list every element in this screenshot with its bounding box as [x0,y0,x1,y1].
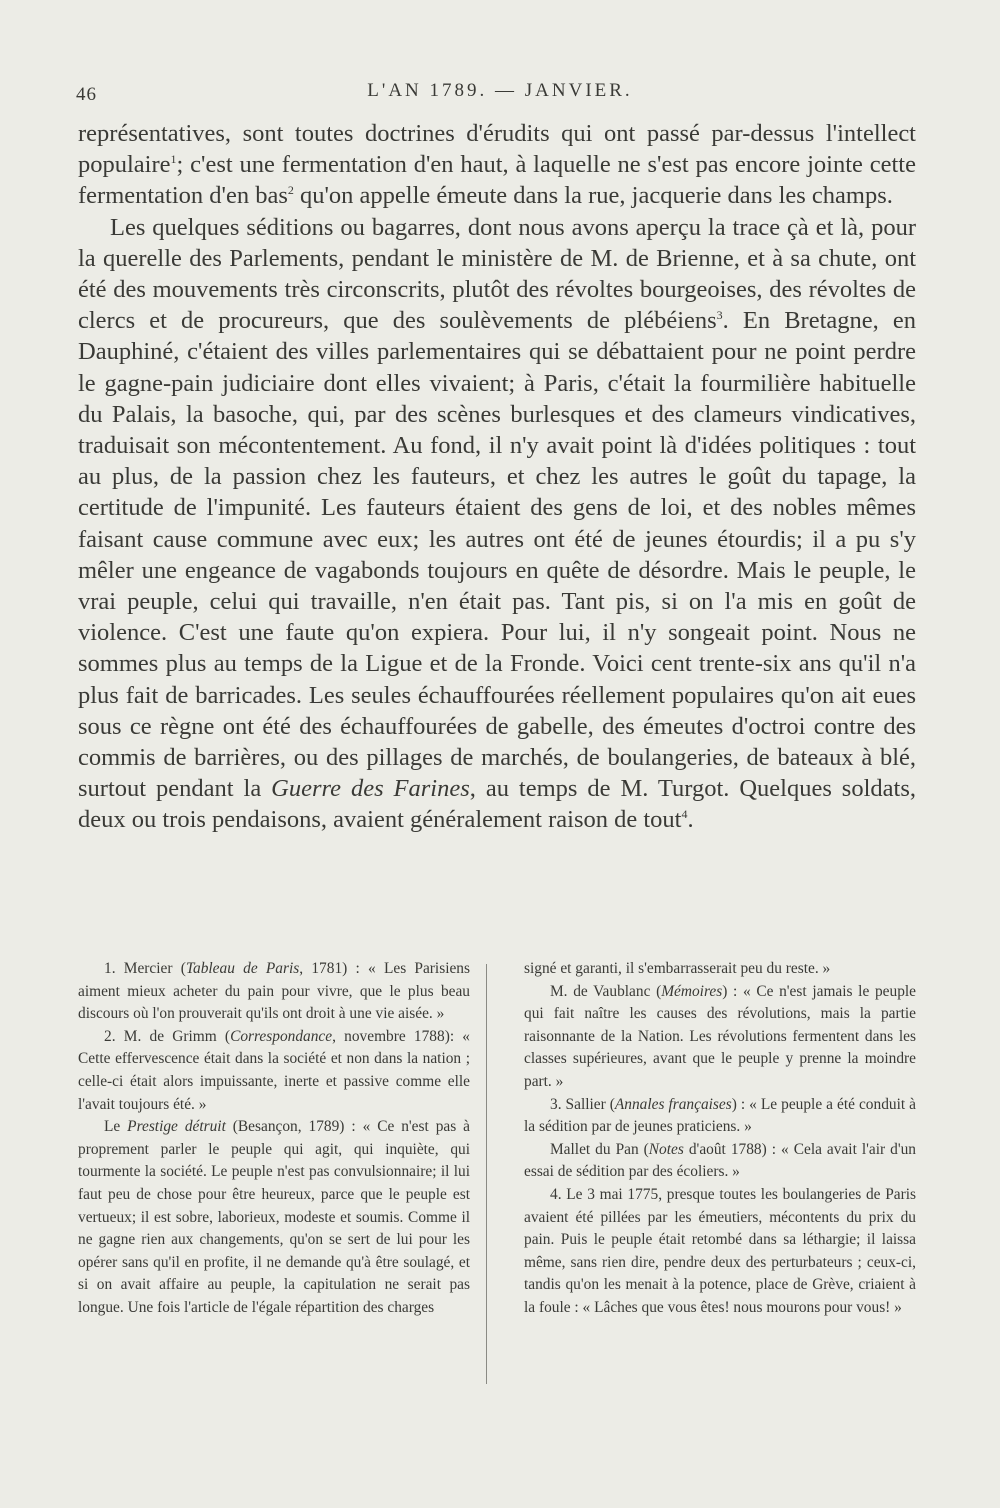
text-run: . En Bretagne, en Dauphiné, c'étaient des villes parlementaires qui se débattaient pour ne point perdre le gagne-pain judiciaire dont elles vivaient; à Paris, c'était la fourmilière habituelle du Palais, la basoche, qui, par des scènes burlesques et des clameurs vindicatives, traduisait son mécontentement. Au fond, il n'y avait point là d'idées politiques : tout au plus, de la passion chez les fauteurs, et chez les autres le goût du tapage, la certitude de l'impunité. Les fauteurs étaient des gens de loi, et des nobles mêmes faisant cause commune avec eux; les autres ont été de jeunes étourdis; il a pu s'y mêler une engeance de vagabonds toujours en quête de désordre. Mais le peuple, le vrai peuple, celui qui travaille, n'en était pas. Tant pis, si on l'a mis en goût de violence. C'est une faute qu'on expiera. Pour lui, il n'y songeait point. Nous ne sommes plus au temps de la Ligue et de la Fronde. Voici cent trente-six ans qu'il n'a plus fait de barricades. Les seules échauffourées réellement populaires qu'on ait eues sous ce règne ont été des échauffourées de gabelle, des émeutes d'octroi contre des commis de barrières, ou des pillages de marchés, de boulangeries, de bateaux à blé, surtout pendant la [78,307,916,803]
text-run: ) : « Le peuple a été conduit à la sédition par de jeunes praticiens. » [524,1095,916,1136]
text-run: , novembre 1788): « Cette effervescence était dans la société et non dans la nation ; celle-ci était alors impuissante, inerte et passive comme elle l'avait toujours été. » [78,1027,471,1113]
italic-title: Annales françaises [614,1095,732,1113]
text-run: Le [104,1118,128,1136]
running-title: L'AN 1789. — JANVIER. [367,80,633,101]
footnote-2-continued [78,1116,470,1319]
footnote-2-tail [524,958,916,981]
footnote-3-mallet [524,1139,916,1184]
text-run: ; c'est une fermentation d'en haut, à laquelle ne s'est pas encore jointe cette fermentation d'en bas [78,151,916,210]
footnote-ref-1: 1 [170,152,177,167]
text-run: 2. M. de Grimm ( [104,1027,231,1045]
footnote-3 [524,1094,916,1139]
italic-title: Tableau de Paris [185,960,300,977]
italic-title: Notes [648,1140,684,1158]
italic-title: Mémoires [661,982,723,1000]
footnote-2-vaublanc [524,981,916,1094]
text-run: , 1781) : « Les Parisiens aiment mieux acheter du pain pour vivre, que le plus beau discours où l'on prouverait qu'ils ont droit à une vie aisée. » [78,960,470,1023]
footnote-ref-3: 3 [716,308,723,323]
text-run: Mallet du Pan ( [550,1140,649,1158]
text-run: ) : « Ce n'est jamais le peuple qui fait naître les causes des révolutions, mais la partie raisonnante de la Nation. Les révolutions fermentent dans les classes supérieures, avant que le peuple y prenne la moindre part. » [524,982,916,1090]
text-run: d'août 1788) : « Cela avait l'air d'un essai de sédition par des écoliers. » [524,1140,916,1181]
text-run: représentatives, sont toutes doctrines d'érudits qui ont passé par-dessus l'intellect populaire [78,120,916,179]
page-number: 46 [76,84,97,105]
italic-title: Prestige détruit [127,1118,226,1136]
footnotes [78,958,916,1320]
footnote-1 [78,958,470,1026]
paragraph-1 [78,118,916,212]
text-run: 4. Le 3 mai 1775, presque toutes les boulangeries de Paris avaient été pillées par les émeutiers, mécontents du prix du pain. Puis le peuple était retombé dans sa léthargie; il laissa même, sans rien dire, pendre deux des perturbateurs ; ceux-ci, tandis qu'on les menait à la potence, place de Grève, criaient à la foule : « Lâches que vous êtes! nous mourons pour vous! » [524,1185,916,1316]
text-run: (Besançon, 1789) : « Ce n'est pas à proprement parler le peuple qui agit, qui inquiète, qui tourmente la société. Le peuple n'est pas convulsionnaire; il lui faut peu de chose pour être heureux, parce que le peuple est vertueux; il est sobre, laborieux, modeste et soumis. Comme il ne gagne rien aux changements, qu'on se sert de lui pour les opérer sans qu'il en profite, il ne demande qu'à être soulagé, et si on avait affaire au peuple, la capitulation ne serait pas longue. Une fois l'article de l'égale répartition des charges [78,1118,470,1316]
footnote-ref-2: 2 [287,183,294,198]
text-run: qu'on appelle émeute dans la rue, jacquerie dans les champs. [293,182,893,210]
main-text [78,118,916,836]
paragraph-2 [78,212,916,836]
footnotes-left-column [78,958,470,1320]
text-run: . [687,806,694,834]
italic-title: Correspondance [230,1027,333,1045]
footnote-4 [524,1184,916,1320]
footnote-2 [78,1026,470,1116]
italic-title: Guerre des Farines [271,775,470,803]
text-run: Les quelques séditions ou bagarres, dont nous avons aperçu la trace çà et là, pour la querelle des Parlements, pendant le ministère de M. de Brienne, et à sa chute, ont été des mouvements très circonscrits, plutôt des révoltes bourgeoises, des révoltes de clercs et de procureurs, que des soulèvements de plébéiens [78,213,916,335]
text-run: 1. Mercier ( [104,960,186,977]
footnotes-right-column [524,958,916,1320]
text-run: , au temps de M. Turgot. Quelques soldats, deux ou trois pendaisons, avaient généralement raison de tout [78,775,916,834]
text-run: 3. Sallier ( [550,1095,615,1113]
footnote-ref-4: 4 [681,807,688,822]
text-run: M. de Vaublanc ( [550,982,662,1000]
text-run: signé et garanti, il s'embarrasserait peu du reste. » [524,960,831,977]
